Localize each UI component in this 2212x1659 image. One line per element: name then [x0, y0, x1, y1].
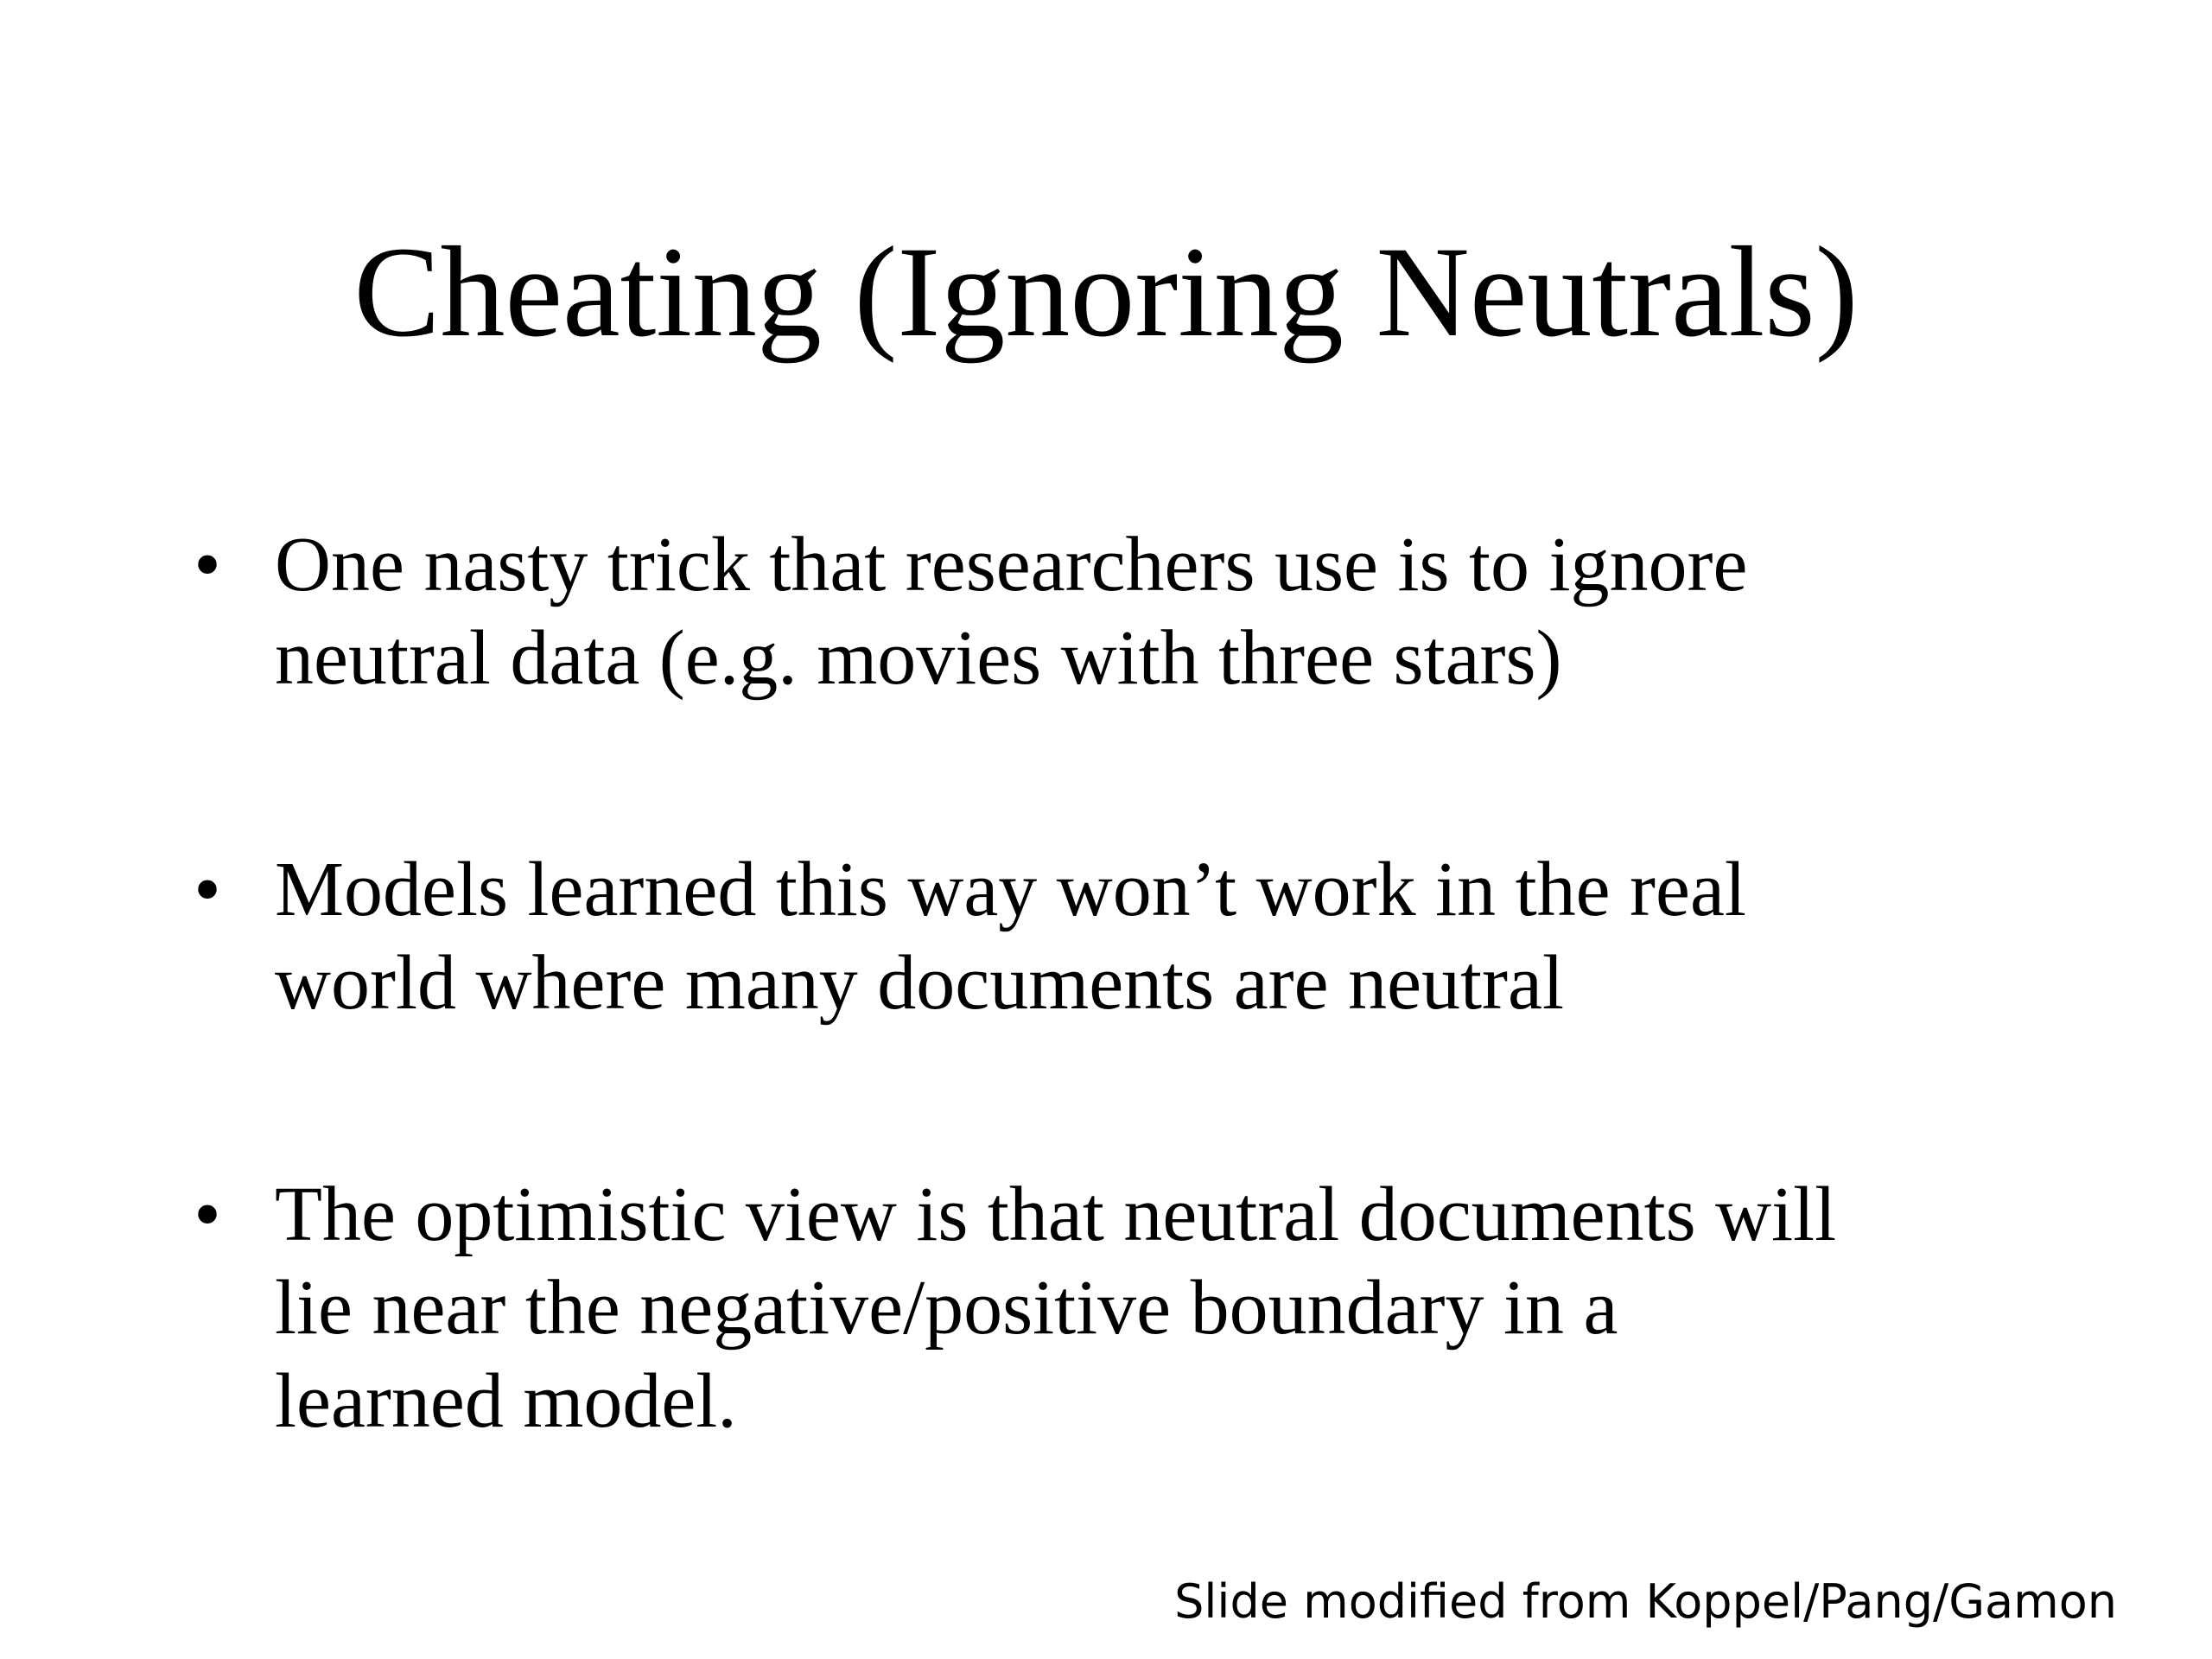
bullet-line: world where many documents are neutral [275, 940, 1564, 1026]
bullet-item-1 [181, 518, 2082, 705]
bullet-line: The optimistic view is that neutral documents will [275, 1172, 1837, 1257]
slide-title: Cheating (Ignoring Neutrals) [353, 220, 1859, 364]
bullet-item-3 [181, 1168, 2082, 1448]
bullet-line: Models learned this way won’t work in the real [275, 847, 1746, 932]
bullet-line: neutral data (e.g. movies with three stars) [275, 615, 1562, 701]
bullet-icon: • [194, 522, 221, 607]
bullet-icon: • [194, 847, 221, 932]
bullet-line: lie near the negative/positive boundary in a [275, 1265, 1618, 1351]
bullet-line: learned model. [275, 1358, 737, 1444]
bullet-icon: • [194, 1172, 221, 1257]
bullet-line: One nasty trick that researchers use is to ignore [275, 522, 1748, 607]
bullet-list [181, 518, 2082, 1448]
bullet-item-2 [181, 843, 2082, 1030]
slide-footer-credit: Slide modified from Koppel/Pang/Gamon [1174, 1574, 2117, 1629]
